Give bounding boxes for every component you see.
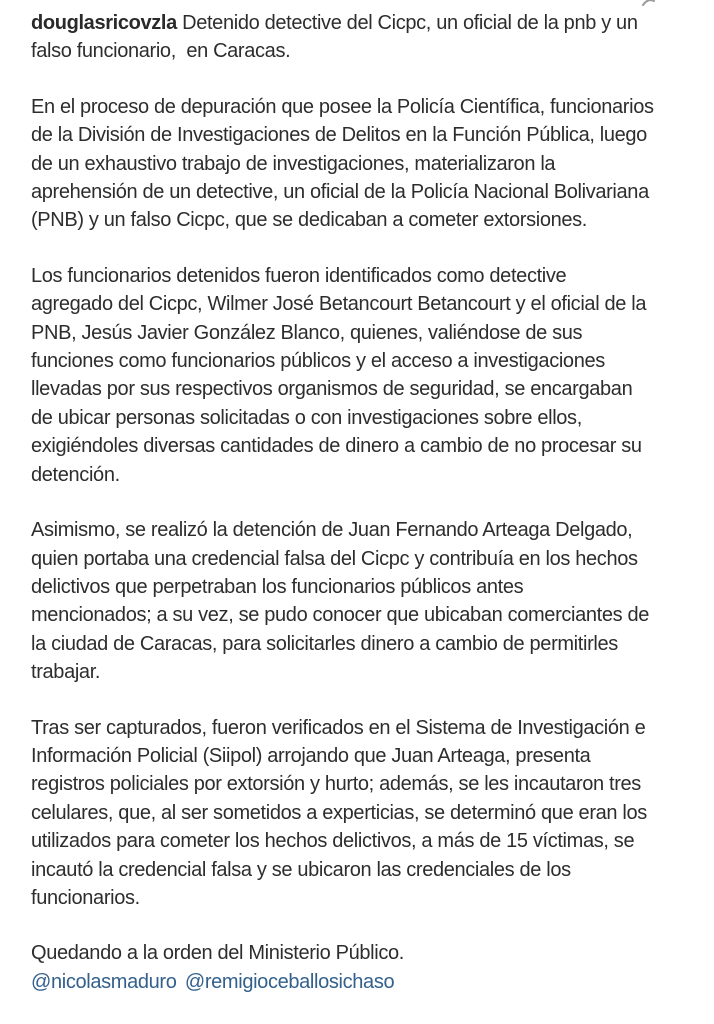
caption-line: (PNB) y un falso Cicpc, que se dedicaban a cometer extorsiones.: [31, 209, 588, 232]
mention-link-remigioceballosichaso[interactable]: @remigioceballosichaso: [184, 970, 395, 993]
caption-line: Quedando a la orden del Ministerio Público.: [31, 942, 404, 965]
caption-line: trabajar.: [31, 661, 101, 684]
caption-line: de ubicar personas solicitadas o con investigaciones sobre ellos,: [31, 406, 582, 429]
caption-line: Los funcionarios detenidos fueron identificados como detective: [31, 264, 567, 287]
caption-line: registros policiales por extorsión y hurto; además, se les incautaron tres: [31, 773, 641, 796]
caption-line: Asimismo, se realizó la detención de Juan Fernando Arteaga Delgado,: [31, 519, 633, 542]
caption-line: mencionados; a su vez, se pudo conocer que ubicaban comerciantes de: [31, 604, 650, 627]
caption-line: Tras ser capturados, fueron verificados en el Sistema de Investigación e: [31, 716, 646, 739]
caption-paragraph: [31, 939, 704, 996]
username-link[interactable]: douglasricovzla: [31, 12, 177, 34]
caption-line: agregado del Cicpc, Wilmer José Betancourt Betancourt y el oficial de la: [31, 293, 647, 316]
caption-line: incautó la credencial falsa y se ubicaron las credenciales de los: [31, 858, 571, 881]
caption-line: de un exhaustivo trabajo de investigaciones, materializaron la: [31, 152, 556, 175]
caption-line: PNB, Jesús Javier González Blanco, quienes, valiéndose de sus: [31, 321, 583, 344]
caption-line: la ciudad de Caracas, para solicitarles dinero a cambio de permitirles: [31, 632, 618, 655]
caption-paragraph: [31, 93, 704, 235]
caption-line: funcionarios.: [31, 886, 140, 909]
caption-line: utilizados para cometer los hechos delictivos, a más de 15 víctimas, se: [31, 830, 635, 853]
caption-line: delictivos que perpetraban los funcionarios públicos antes: [31, 575, 524, 598]
caption-line: celulares, que, al ser sometidos a experticias, se determinó que eran los: [31, 801, 647, 824]
caption-paragraph: [31, 714, 704, 913]
caption-line: exigiéndoles diversas cantidades de dinero a cambio de no procesar su: [31, 435, 642, 458]
caption-line: En el proceso de depuración que posee la Policía Científica, funcionarios: [31, 95, 654, 118]
caption-line: aprehensión de un detective, un oficial de la Policía Nacional Bolivariana: [31, 181, 649, 204]
caption-line: [31, 9, 704, 37]
caption-text: Detenido detective del Cicpc, un oficial de la pnb y un: [176, 12, 638, 34]
caption-paragraph: [31, 9, 704, 66]
caption-line mentions-line: [31, 968, 704, 996]
caption-line: quien portaba una credencial falsa del Cicpc y contribuía en los hechos: [31, 547, 638, 570]
caption-line: funciones como funcionarios públicos y el acceso a investigaciones: [31, 350, 605, 373]
caption-line: detención.: [31, 463, 120, 486]
caption-line: de la División de Investigaciones de Delitos en la Función Pública, luego: [31, 124, 647, 147]
caption-line: llevadas por sus respectivos organismos de seguridad, se encargaban: [31, 378, 633, 401]
caption-line: Información Policial (Siipol) arrojando que Juan Arteaga, presenta: [31, 744, 591, 767]
caption-paragraph: [31, 516, 704, 686]
caption-paragraph: [31, 262, 704, 489]
mention-link-nicolasmaduro[interactable]: @nicolasmaduro: [31, 970, 177, 993]
caption-line: falso funcionario, en Caracas.: [31, 40, 291, 63]
